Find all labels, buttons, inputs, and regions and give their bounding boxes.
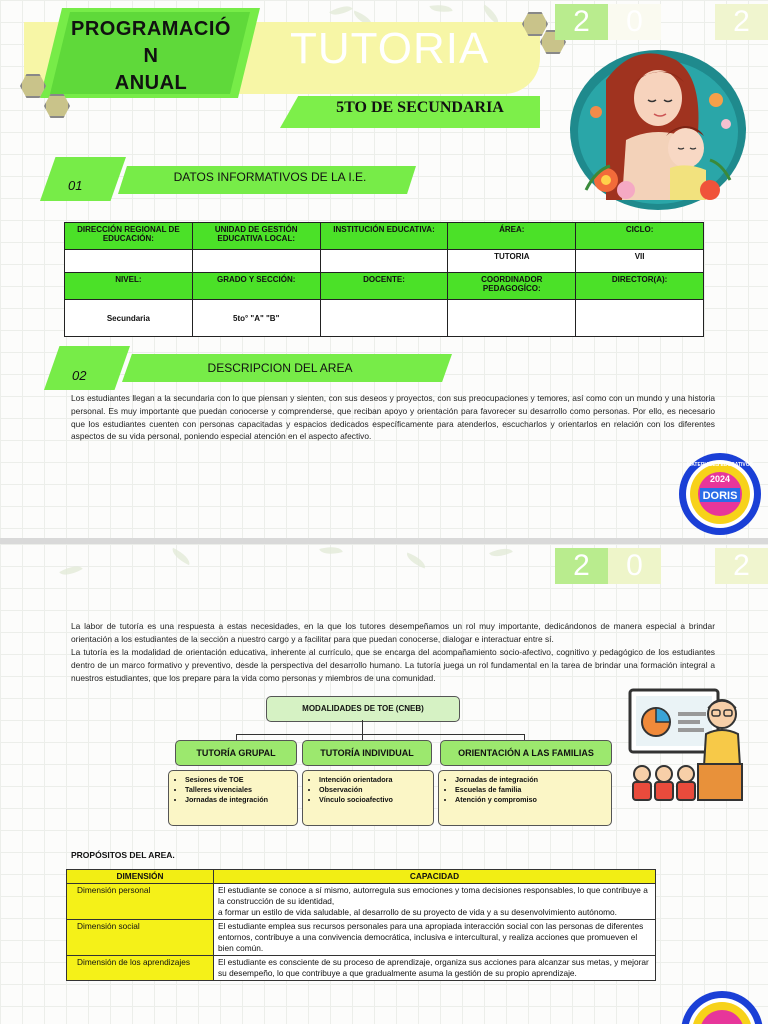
svg-text:DORIS: DORIS — [702, 490, 738, 502]
title-line: PROGRAMACIÓ — [71, 18, 231, 40]
info-value-cell — [192, 250, 320, 273]
leaf-decoration — [169, 548, 193, 565]
modalidad-header: TUTORÍA INDIVIDUAL — [302, 740, 432, 766]
info-header-cell: DOCENTE: — [320, 273, 448, 300]
list-item: • Intención orientadora — [319, 775, 427, 785]
propositos-table — [66, 869, 656, 981]
connector-line — [236, 734, 524, 735]
prop-dimension-cell: Dimensión de los aprendizajes — [67, 956, 214, 981]
leaf-decoration — [59, 561, 83, 580]
section-title: DESCRIPCION DEL AREA — [207, 361, 353, 375]
capacity-text: a formar un estilo de vida saludable, al desarrollo de su proyecto de vida y a su desenvolvimiento autónomo. — [218, 907, 617, 917]
capacity-text: El estudiante es consciente de su proceso de aprendizaje, organiza sus acciones para alcanzar sus metas, y mejorar su desempeño, lo que contribuye a que gradualmente asuma la gestión de su propio aprendizaje. — [218, 957, 649, 978]
capacity-text: El estudiante se conoce a sí mismo, autorregula sus emociones y toma decisiones responsables, lo que contribuye a la construcción de su identidad, — [218, 885, 648, 906]
leaf-decoration — [489, 544, 513, 561]
info-value-cell: 5to° "A" "B" — [192, 300, 320, 337]
connector-line — [362, 720, 363, 734]
info-header-cell: ÁREA: — [448, 223, 576, 250]
prop-header-cell: CAPACIDAD — [214, 870, 656, 884]
mother-child-illustration — [566, 40, 750, 212]
leaf-decoration — [319, 544, 343, 558]
capacity-text: El estudiante emplea sus recursos personales para una apropiada interacción social con las personas de diferentes entornos, contribuye a una convivencia democrática, inclusiva e intercultural, y realiza acciones que promueven el bien común. — [218, 921, 644, 953]
prop-header-cell: DIMENSIÓN — [67, 870, 214, 884]
list-item: • Escuelas de familia — [455, 785, 605, 795]
description-paragraph: Los estudiantes llegan a la secundaria con lo que piensan y sienten, con sus deseos y proyectos, con sus preocupaciones y temores, así como con un mundo y una historia personal. Es muy importante que puedan conocerse y comprenderse, que reciban apoyo y orientación para favorecer su desarrollo como personas. Por ello, es necesario que los estudiantes cuenten con personas capacitadas y espacios dedicados específicamente para atenderlos, escucharlos y orientarlos en relación con los diferentes aspectos de su vida personal, poniendo especial atención en el aspecto afectivo. — [71, 393, 715, 442]
materials-badge-logo — [678, 452, 762, 536]
list-item: • Jornadas de integración — [455, 775, 605, 785]
section-title: DATOS INFORMATIVOS DE LA I.E. — [173, 170, 367, 184]
info-value-cell: Secundaria — [65, 300, 193, 337]
tutoria-paragraph: La tutoría es la modalidad de orientación educativa, inherente al currículo, que se encarga del acompañamiento socio-afectivo, cognitivo y pedagógico de los estudiantes dentro de un marco formativo y preventivo, desde la perspectiva del desarrollo humano. La tutoría juega un rol fundamental en la tarea de brindar una formación integral a nuestros estudiantes, que los prepare para la vida como personas y miembros de una comunidad. — [71, 647, 715, 683]
teacher-illustration — [628, 686, 746, 806]
list-item: • Jornadas de integración — [185, 795, 291, 805]
modalidades-title: MODALIDADES DE TOE (CNEB) — [266, 696, 460, 722]
info-value-cell: VII — [576, 250, 704, 273]
modalidad-list — [168, 770, 298, 826]
year-digit: 0 — [608, 548, 661, 584]
title-line: ANUAL — [114, 72, 188, 94]
info-header-cell: GRADO Y SECCIÓN: — [192, 273, 320, 300]
info-header-cell: DIRECTOR(A): — [576, 273, 704, 300]
svg-text:2024: 2024 — [709, 474, 731, 484]
modalidad-header: ORIENTACIÓN A LAS FAMILIAS — [440, 740, 612, 766]
info-value-cell — [576, 300, 704, 337]
propositos-title: PROPÓSITOS DEL AREA. — [71, 850, 175, 860]
prop-capacity-cell — [214, 884, 656, 920]
year-digit: 2 — [715, 4, 768, 40]
info-value-cell — [320, 300, 448, 337]
prop-dimension-cell: Dimensión personal — [67, 884, 214, 920]
section-number: 01 — [68, 178, 83, 193]
modalidad-list — [438, 770, 612, 826]
info-header-cell: COORDINADOR PEDAGOGÍCO: — [448, 273, 576, 300]
info-table — [64, 222, 704, 337]
info-header-cell: INSTITUCIÓN EDUCATIVA: — [320, 223, 448, 250]
section-number: 02 — [72, 368, 87, 383]
subject-title: TUTORIA — [290, 24, 490, 73]
doc-title — [56, 16, 246, 97]
modalidad-header: TUTORÍA GRUPAL — [175, 740, 297, 766]
modalidad-list — [302, 770, 434, 826]
leaf-decoration — [404, 553, 428, 569]
section-number-tab — [40, 157, 126, 201]
info-header-cell: UNIDAD DE GESTIÓN EDUCATIVA LOCAL: — [192, 223, 320, 250]
section-number-tab — [44, 346, 130, 390]
info-value-cell: TUTORIA — [448, 250, 576, 273]
intro-paragraph: La labor de tutoría es una respuesta a estas necesidades, en la que los tutores desempeñamos un rol muy importante, dedicándonos de manera especial a brindar orientación a los estudiantes de la sección a nuestro cargo y a facilitar para que puedan conocerse, dialogar e interactuar entre sí. — [71, 621, 715, 644]
year-digit: 2 — [555, 548, 608, 584]
year-digit: 0 — [608, 4, 661, 40]
info-value-cell — [320, 250, 448, 273]
year-digit: 2 — [715, 548, 768, 584]
info-value-cell — [448, 300, 576, 337]
list-item: • Vínculo socioafectivo — [319, 795, 427, 805]
prop-capacity-cell — [214, 920, 656, 956]
materials-badge-logo — [680, 990, 764, 1024]
list-item: • Talleres vivenciales — [185, 785, 291, 795]
info-header-cell: DIRECCIÓN REGIONAL DE EDUCACIÓN: — [65, 223, 193, 250]
info-header-cell: NIVEL: — [65, 273, 193, 300]
svg-text:MATERIALES EDUCATIVOS: MATERIALES EDUCATIVOS — [687, 462, 753, 468]
prop-dimension-cell: Dimensión social — [67, 920, 214, 956]
leaf-decoration — [329, 1, 353, 20]
list-item: • Observación — [319, 785, 427, 795]
grade-label: 5TO DE SECUNDARIA — [336, 99, 504, 116]
list-item: • Atención y compromiso — [455, 795, 605, 805]
leaf-decoration — [429, 2, 452, 15]
info-header-cell: CICLO: — [576, 223, 704, 250]
prop-capacity-cell — [214, 956, 656, 981]
year-digit: 2 — [555, 4, 608, 40]
title-line: N — [143, 45, 159, 67]
info-value-cell — [65, 250, 193, 273]
page-2 — [0, 544, 768, 1024]
list-item: • Sesiones de TOE — [185, 775, 291, 785]
